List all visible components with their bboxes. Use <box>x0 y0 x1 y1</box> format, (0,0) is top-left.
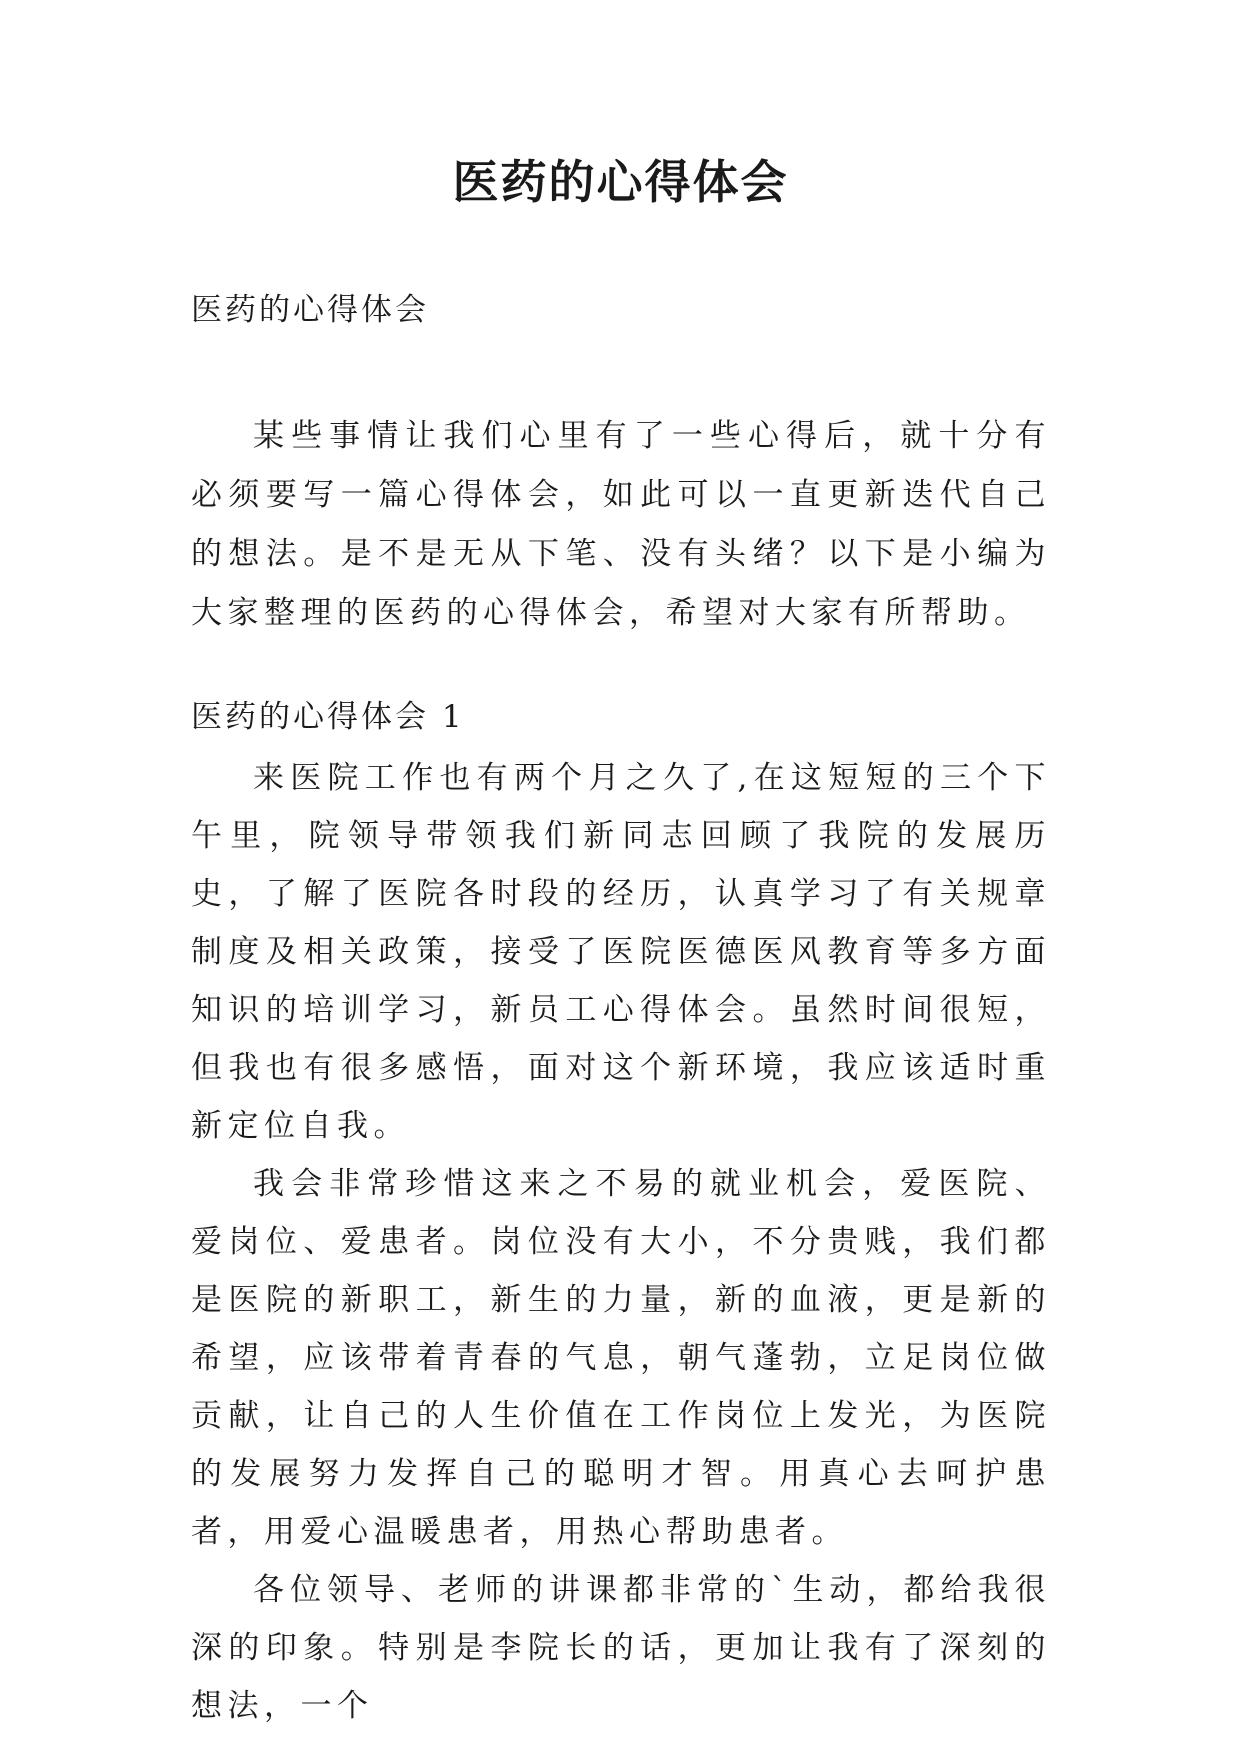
intro-paragraph: 某些事情让我们心里有了一些心得后，就十分有必须要写一篇心得体会，如此可以一直更新迭代自己的想法。是不是无从下笔、没有头绪？以下是小编为大家整理的医药的心得体会，希望对大家有所帮助。 <box>191 418 1051 631</box>
document-subtitle: 医药的心得体会 <box>191 292 429 328</box>
body-paragraph: 我会非常珍惜这来之不易的就业机会，爱医院、爱岗位、爱患者。岗位没有大小，不分贵贱，我们都是医院的新职工，新生的力量，新的血液，更是新的希望，应该带着青春的气息，朝气蓬勃，立足岗位做贡献，让自己的人生价值在工作岗位上发光，为医院的发展努力发挥自己的聪明才智。用真心去呵护患者，用爱心温暖患者，用热心帮助患者。 <box>191 1166 1051 1550</box>
page-title: 医药的心得体会 <box>452 155 789 209</box>
section-heading: 医药的心得体会 1 <box>191 699 465 735</box>
intro-block <box>191 407 1051 643</box>
body-paragraph: 各位领导、老师的讲课都非常的`生动，都给我很深的印象。特别是李院长的话，更加让我有了深刻的想法，一个 <box>191 1572 1051 1724</box>
body-paragraph: 来医院工作也有两个月之久了,在这短短的三个下午里，院领导带领我们新同志回顾了我院的发展历史，了解了医院各时段的经历，认真学习了有关规章制度及相关政策，接受了医院医德医风教育等多方面知识的培训学习，新员工心得体会。虽然时间很短，但我也有很多感悟，面对这个新环境，我应该适时重新定位自我。 <box>191 760 1051 1144</box>
section-1 <box>191 697 1051 1735</box>
